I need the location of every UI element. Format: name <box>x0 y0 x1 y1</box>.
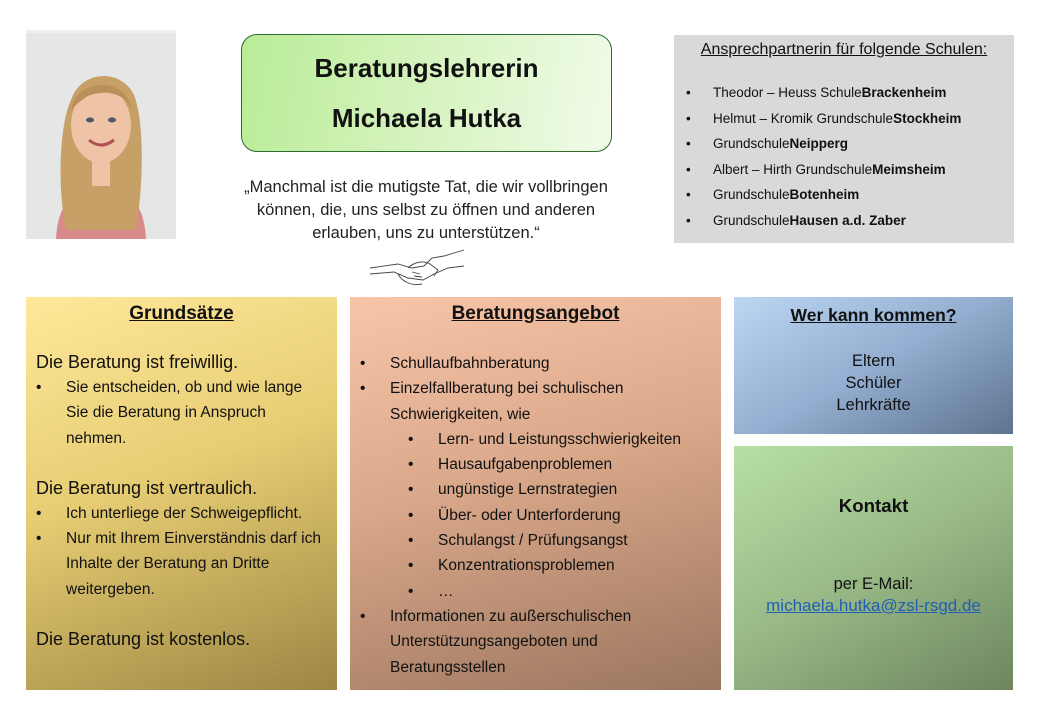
sub-list-item: • Konzentrationsproblemen <box>408 557 615 575</box>
offer-list-2 <box>360 604 711 680</box>
who-item-parents: Eltern <box>851 352 896 370</box>
school-item: • Theodor – Heuss Schule Brackenheim <box>686 85 947 100</box>
list-item: • Ich unterliege der Schweigepflicht. <box>36 504 303 522</box>
offer-panel <box>350 297 721 690</box>
quote-text: „Manchmal ist die mutigste Tat, die wir vollbringen können, die, uns selbst zu öffnen und anderen erlauben, uns zu unterstützen.“ <box>244 178 608 242</box>
title-role: Beratungslehrerin <box>314 53 539 83</box>
title-box <box>241 34 612 152</box>
email-label: per E-Mail: <box>833 574 914 593</box>
who-list <box>744 350 1003 416</box>
principle-free: Die Beratung ist kostenlos. <box>36 629 251 650</box>
sub-list-item: • ungünstige Lernstrategien <box>408 481 618 499</box>
school-item: • Grundschule Hausen a.d. Zaber <box>686 212 906 228</box>
offer-heading: Beratungsangebot <box>451 303 620 324</box>
sub-list-item: • Hausaufgabenproblemen <box>408 456 613 474</box>
schools-box <box>674 35 1014 243</box>
list-item: • Schullaufbahnberatung <box>360 355 550 372</box>
who-item-students: Schüler <box>845 374 902 392</box>
school-item: • Grundschule Neipperg <box>686 136 849 151</box>
school-item: • Helmut – Kromik Grundschule Stockheim <box>686 110 962 126</box>
principles-list-2 <box>36 501 327 602</box>
schools-list <box>686 85 1002 238</box>
school-item: • Grundschule Botenheim <box>686 187 860 202</box>
schools-heading: Ansprechpartnerin für folgende Schulen: <box>700 41 988 58</box>
who-heading: Wer kann kommen? <box>790 305 957 325</box>
offer-sublist <box>360 427 711 604</box>
profile-photo <box>26 30 176 239</box>
offer-list <box>360 351 711 427</box>
title-name: Michaela Hutka <box>331 103 522 133</box>
principle-confidential: Die Beratung ist vertraulich. <box>36 477 258 498</box>
list-item: • Sie entscheiden, ob und wie lange Sie die Beratung in Anspruch nehmen. <box>36 379 303 447</box>
who-item-teachers: Lehrkräfte <box>836 396 911 414</box>
sub-list-item: • … <box>408 582 454 600</box>
school-item: • Albert – Hirth Grundschule Meimsheim <box>686 161 946 177</box>
list-item: • Einzelfallberatung bei schulischen Schwierigkeiten, wie <box>360 380 624 423</box>
sub-list-item: • Über- oder Unterforderung <box>408 506 621 524</box>
email-link[interactable]: michaela.hutka@zsl-rsgd.de <box>766 595 981 615</box>
handshake-icon <box>368 244 466 288</box>
principles-list-1 <box>36 375 327 451</box>
principle-voluntary: Die Beratung ist freiwillig. <box>36 352 239 372</box>
contact-panel <box>734 446 1013 690</box>
list-item: • Nur mit Ihrem Einverständnis darf ich Inhalte der Beratung an Dritte weitergeben. <box>36 530 321 598</box>
sub-list-item: • Schulangst / Prüfungsangst <box>408 532 628 550</box>
contact-heading: Kontakt <box>838 494 909 516</box>
principles-panel <box>26 297 337 690</box>
sub-list-item: • Lern- und Leistungsschwierigkeiten <box>408 430 681 448</box>
who-can-come-panel <box>734 297 1013 434</box>
principles-heading: Grundsätze <box>129 303 234 324</box>
portrait-illustration <box>26 30 176 239</box>
list-item: • Informationen zu außerschulischen Unterstützungsangeboten und Beratungsstellen <box>360 607 632 676</box>
